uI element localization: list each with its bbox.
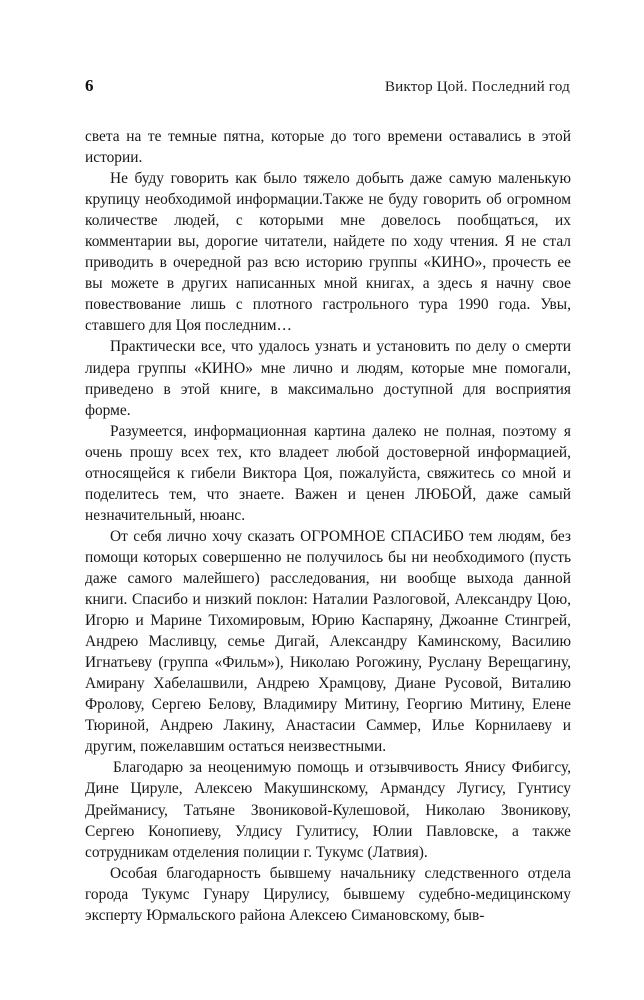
- paragraph-ot-sebya-lichno: От себя лично хочу сказать ОГРОМНОЕ СПАСИБО тем людям, без помощи которых совершенно не получилось бы ни необходимого (пусть даже самого малейшего) расследования, ни вообще выхода данной книги. Спасибо и низкий поклон: Наталии Разлоговой, Александру Цою, Игорю и Марине Тихомировым, Юрию Каспаряну, Джоанне Стингрей, Андрею Масливцу, семье Дигай, Александру Каминскому, Василию Игнатьеву (группа «Фильм»), Николаю Рогожину, Руслану Верещагину, Амирану Хабелашвили, Андрею Храмцову, Диане Русовой, Виталию Фролову, Сергею Белову, Владимиру Митину, Георгию Митину, Елене Тюриной, Андрею Лакину, Анастасии Саммер, Илье Корнилаеву и другим, пожелавшим остаться неизвестными.: [85, 527, 571, 756]
- running-head: [85, 76, 570, 98]
- paragraph-razumeetsya: Разумеется, информационная картина далеко не полная, поэтому я очень прошу всех тех, кто владеет любой достоверной информацией, относящейся к гибели Виктора Цоя, пожалуйста, свяжитесь со мной и поделитесь тем, что знаете. Важен и ценен ЛЮБОЙ, даже самый незначительный, нюанс.: [85, 422, 571, 524]
- page-number: 6: [85, 76, 94, 95]
- paragraph-prakticheski-vse: Практически все, что удалось узнать и установить по делу о смерти лидера группы «КИНО» мне лично и людям, которые мне помогали, приведено в этой книге, в максимально доступной для восприятия форме.: [85, 338, 571, 419]
- paragraph-blagodaryu: Благодарю за неоценимую помощь и отзывчивость Янису Фибигсу, Дине Цируле, Алексею Макушинскому, Армандсу Лугису, Гунтису Дрейманису, Татьяне Звониковой-Кулешовой, Николаю Звоникову, Сергею Конопиеву, Улдису Гулитису, Юлии Павловске, а также сотрудникам отделения полиции г. Тукумс (Латвия).: [85, 759, 571, 861]
- paragraph-continuation: света на те темные пятна, которые до того времени оставались в этой истории.: [85, 128, 571, 167]
- body-text-block: [85, 126, 571, 926]
- running-head-title: Виктор Цой. Последний год: [384, 78, 570, 95]
- paragraph-ne-budu-govorit: Не буду говорить как было тяжело добыть даже самую маленькую крупицу необходимой информации.Также не буду говорить об огромном количестве людей, с которыми мне довелось пообщаться, их комментарии вы, дорогие читатели, найдете по ходу чтения. Я не стал приводить в очередной раз всю историю группы «КИНО», прочесть ее вы можете в других написанных мной книгах, а здесь я начну свое повествование лишь с плотного гастрольного тура 1990 года. Увы, ставшего для Цоя последним…: [85, 170, 571, 335]
- paragraph-osobaya-blagodarnost: Особая благодарность бывшему начальнику следственного отдела города Тукумс Гунару Цирулису, бывшему судебно-медицинскому эксперту Юрмальского района Алексею Симановскому, быв-: [85, 864, 571, 924]
